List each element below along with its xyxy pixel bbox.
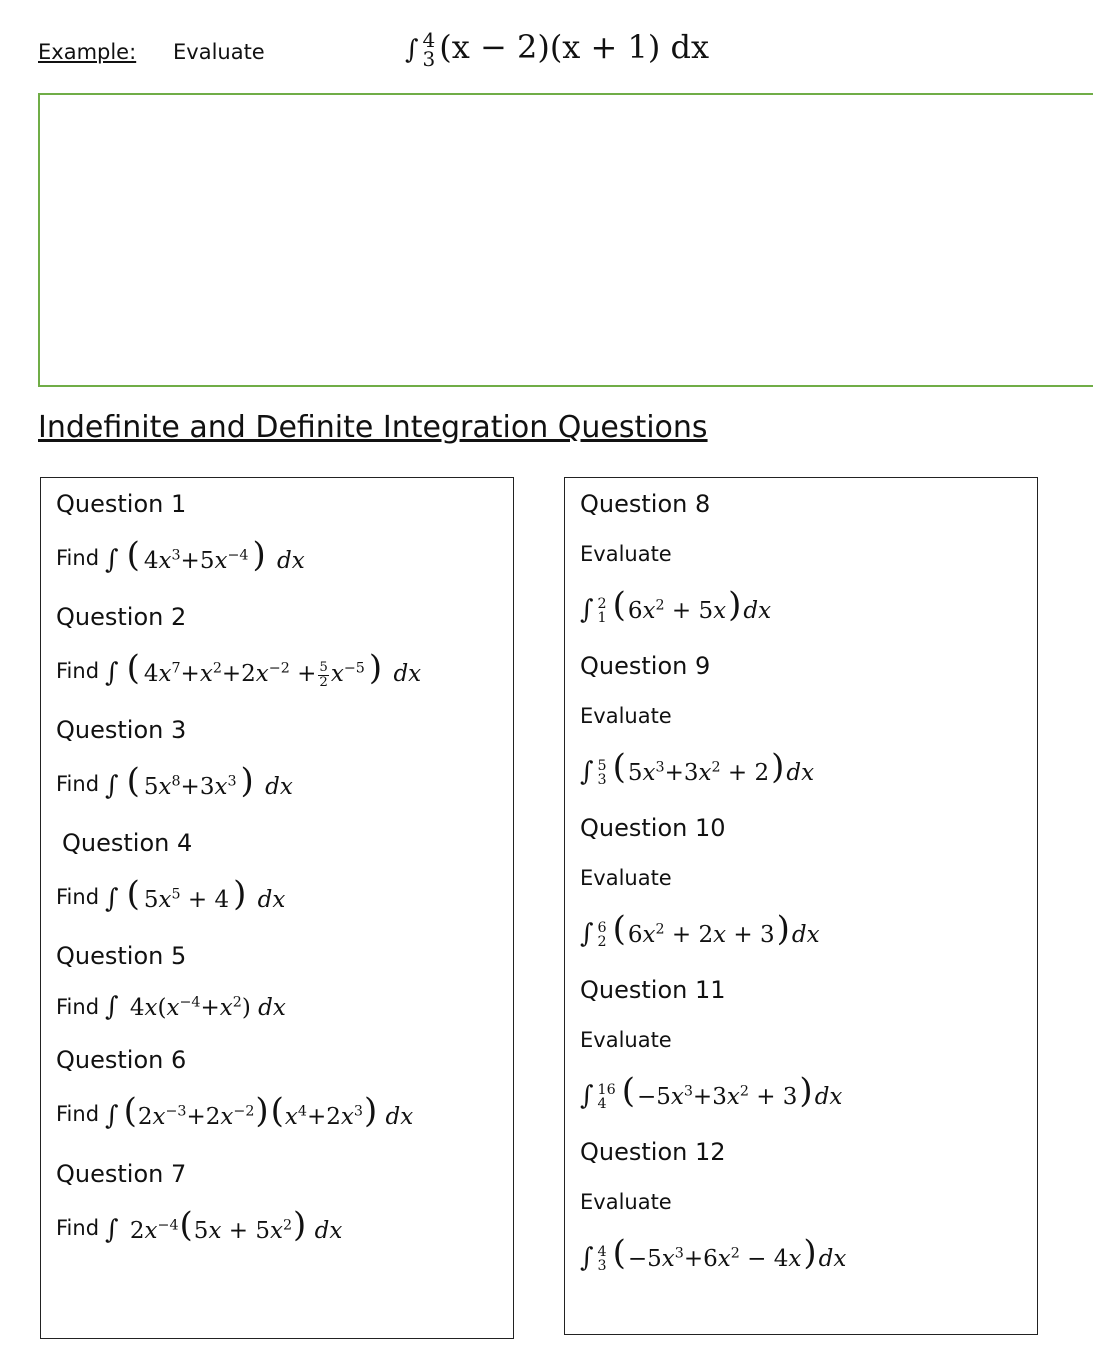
questions-right-box [564,477,1038,1335]
question-12-expression: ∫ 4 3 $(-5x^3+6x^2 - 4x)dx$ [580,1233,847,1274]
lower-limit: 3 [597,1258,607,1274]
question-10-expression: ∫ 6 2 $(6x^2 + 2x + 3)dx$ [580,909,820,950]
find-label: Find [56,884,100,909]
question-10-title: Question 10 [580,814,726,842]
find-label: Find [56,1101,100,1126]
find-label: Find [56,995,100,1019]
question-11-instruction: Evaluate [580,1028,672,1052]
question-9-instruction: Evaluate [580,704,672,728]
question-12-title: Question 12 [580,1138,726,1166]
question-11-title: Question 11 [580,976,726,1004]
example-instruction: Evaluate [173,40,265,64]
upper-limit: 5 [597,758,607,775]
question-4-title: Question 4 [62,829,193,857]
question-3-expression: Find ∫ ( $5x^8+3x^3$ ) dx [56,761,293,801]
find-label: Find [56,1215,100,1240]
question-5-title: Question 5 [56,942,187,970]
lower-limit: 3 [597,772,607,788]
upper-limit: 16 [597,1082,616,1099]
example-integral: ∫ 4 3 (x − 2)(x + 1) dx [405,27,710,71]
question-5-expression: Find ∫ $4x(x^{-4}+x^2)$ dx [56,992,286,1022]
question-6-title: Question 6 [56,1046,187,1074]
example-upper-limit: 4 [422,27,436,52]
question-1-expression: Find ∫ ( $4x^3+5x^{-4}$ ) dx [56,535,305,575]
upper-limit: 4 [597,1244,607,1261]
question-4-expression: Find ∫ ( $5x^5 + 4$ ) dx [56,874,286,914]
question-12-instruction: Evaluate [580,1190,672,1214]
find-label: Find [56,771,100,796]
question-1-title: Question 1 [56,490,187,518]
lower-limit: 2 [597,934,607,950]
question-8-instruction: Evaluate [580,542,672,566]
question-11-expression: ∫ 16 4 $(-5x^3+3x^2 + 3)dx$ [580,1071,843,1112]
question-7-title: Question 7 [56,1160,187,1188]
example-integrand: (x − 2)(x + 1) dx [439,28,710,66]
question-7-expression: Find ∫ $2x^{-4}(5x + 5x^2)$ dx [56,1205,343,1245]
example-label: Example: [38,40,137,64]
question-6-expression: Find ∫ $(2x^{-3}+2x^{-2})(x^4+2x^3)$ dx [56,1091,414,1131]
question-2-expression: Find ∫ ( $4x^7+x^2+2x^{-2}$ + $\frac{5}{2}$ $x^{-5}$ ) dx [56,648,422,690]
example-lower-limit: 3 [422,46,436,71]
question-10-instruction: Evaluate [580,866,672,890]
questions-left-box [40,477,514,1339]
section-title: Indefinite and Definite Integration Questions [38,410,708,445]
question-8-expression: ∫ 2 1 $(6x^2 + 5x)dx$ [580,585,772,626]
lower-limit: 4 [597,1096,607,1112]
question-9-expression: ∫ 5 3 $(5x^3+3x^2 + 2)dx$ [580,747,815,788]
find-label: Find [56,545,100,570]
question-3-title: Question 3 [56,716,187,744]
upper-limit: 6 [597,920,607,937]
lower-limit: 1 [597,610,607,626]
question-9-title: Question 9 [580,652,711,680]
question-8-title: Question 8 [580,490,711,518]
example-answer-box[interactable] [38,93,1093,387]
question-2-title: Question 2 [56,603,187,631]
upper-limit: 2 [597,596,607,613]
find-label: Find [56,658,100,683]
